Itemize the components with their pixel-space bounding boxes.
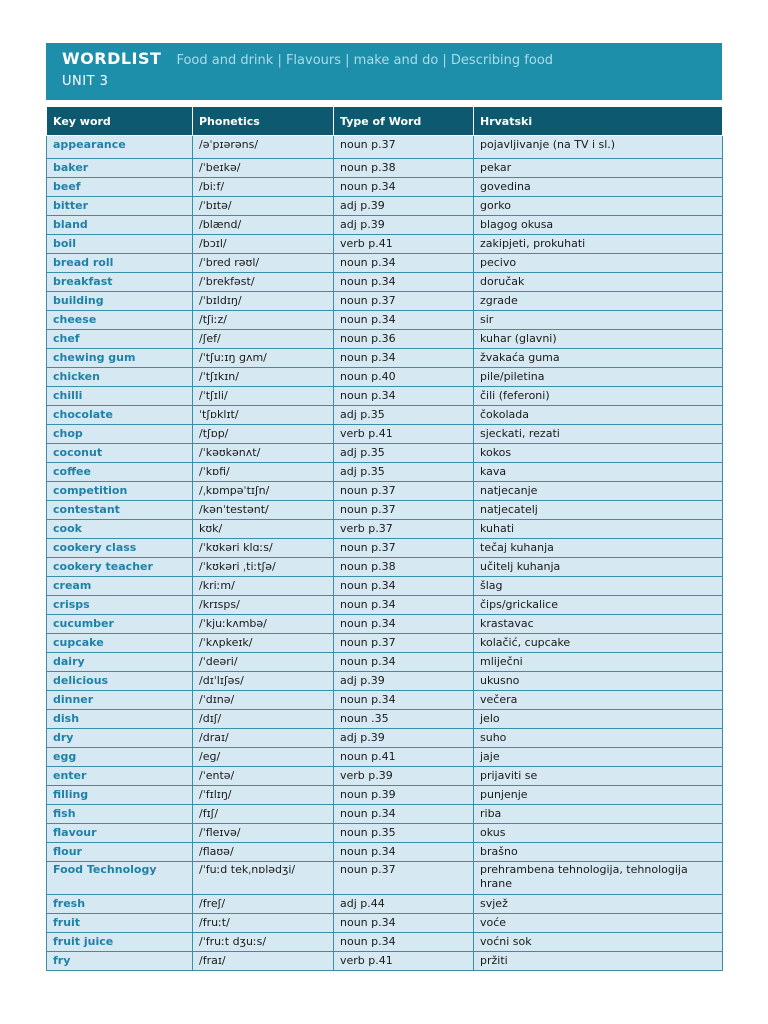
table-row	[47, 952, 723, 971]
key-word-cell: beef	[47, 178, 193, 197]
phonetics-cell: /eɡ/	[193, 748, 334, 767]
table-row	[47, 387, 723, 406]
translation-cell: zakipjeti, prokuhati	[474, 235, 723, 254]
key-word-cell: bitter	[47, 197, 193, 216]
key-word-cell: cookery teacher	[47, 558, 193, 577]
phonetics-cell: /ˈfɪlɪŋ/	[193, 786, 334, 805]
type-of-word-cell: noun p.34	[334, 178, 474, 197]
key-word-cell: bland	[47, 216, 193, 235]
key-word-cell: fruit	[47, 914, 193, 933]
translation-cell: jaje	[474, 748, 723, 767]
translation-cell: kuhati	[474, 520, 723, 539]
key-word-cell: flavour	[47, 824, 193, 843]
translation-cell: natjecatelj	[474, 501, 723, 520]
table-row	[47, 710, 723, 729]
phonetics-cell: /ˈtʃɪli/	[193, 387, 334, 406]
type-of-word-cell: noun p.38	[334, 558, 474, 577]
translation-cell: pekar	[474, 159, 723, 178]
key-word-cell: cupcake	[47, 634, 193, 653]
translation-cell: doručak	[474, 273, 723, 292]
key-word-cell: dry	[47, 729, 193, 748]
phonetics-cell: /dɪʃ/	[193, 710, 334, 729]
table-row	[47, 349, 723, 368]
translation-cell: večera	[474, 691, 723, 710]
table-row	[47, 767, 723, 786]
table-row	[47, 463, 723, 482]
key-word-cell: cheese	[47, 311, 193, 330]
key-word-cell: fry	[47, 952, 193, 971]
table-row	[47, 634, 723, 653]
table-row	[47, 178, 723, 197]
key-word-cell: fish	[47, 805, 193, 824]
type-of-word-cell: noun p.37	[334, 862, 474, 895]
type-of-word-cell: noun p.34	[334, 349, 474, 368]
phonetics-cell: kʊk/	[193, 520, 334, 539]
type-of-word-cell: noun p.34	[334, 933, 474, 952]
key-word-cell: egg	[47, 748, 193, 767]
translation-cell: natjecanje	[474, 482, 723, 501]
column-header-key-word: Key word	[47, 107, 193, 136]
table-row	[47, 197, 723, 216]
translation-cell: kava	[474, 463, 723, 482]
table-row	[47, 444, 723, 463]
phonetics-cell: /ˈkʌpkeɪk/	[193, 634, 334, 653]
phonetics-cell: /ˈbɪldɪŋ/	[193, 292, 334, 311]
phonetics-cell: /ˈfruːt dʒuːs/	[193, 933, 334, 952]
phonetics-cell: /ˈdeəri/	[193, 653, 334, 672]
key-word-cell: cookery class	[47, 539, 193, 558]
phonetics-cell: /flaʊə/	[193, 843, 334, 862]
key-word-cell: chicken	[47, 368, 193, 387]
key-word-cell: chef	[47, 330, 193, 349]
translation-cell: ukusno	[474, 672, 723, 691]
table-row	[47, 895, 723, 914]
key-word-cell: coconut	[47, 444, 193, 463]
key-word-cell: building	[47, 292, 193, 311]
key-word-cell: chewing gum	[47, 349, 193, 368]
translation-cell: kokos	[474, 444, 723, 463]
translation-cell: mliječni	[474, 653, 723, 672]
type-of-word-cell: noun p.37	[334, 539, 474, 558]
key-word-cell: cook	[47, 520, 193, 539]
type-of-word-cell: verb p.39	[334, 767, 474, 786]
type-of-word-cell: noun p.34	[334, 387, 474, 406]
key-word-cell: dinner	[47, 691, 193, 710]
translation-cell: pile/piletina	[474, 368, 723, 387]
key-word-cell: filling	[47, 786, 193, 805]
translation-cell: pecivo	[474, 254, 723, 273]
table-row	[47, 914, 723, 933]
table-row	[47, 406, 723, 425]
key-word-cell: baker	[47, 159, 193, 178]
type-of-word-cell: noun p.34	[334, 311, 474, 330]
key-word-cell: breakfast	[47, 273, 193, 292]
phonetics-cell: /ʃef/	[193, 330, 334, 349]
table-row	[47, 136, 723, 159]
type-of-word-cell: noun p.37	[334, 634, 474, 653]
type-of-word-cell: verb p.41	[334, 952, 474, 971]
translation-cell: sir	[474, 311, 723, 330]
type-of-word-cell: noun p.34	[334, 273, 474, 292]
translation-cell: riba	[474, 805, 723, 824]
table-row	[47, 311, 723, 330]
phonetics-cell: /ˈdɪnə/	[193, 691, 334, 710]
table-row	[47, 577, 723, 596]
table-row	[47, 235, 723, 254]
table-header-row	[47, 107, 723, 136]
key-word-cell: fruit juice	[47, 933, 193, 952]
type-of-word-cell: noun p.34	[334, 691, 474, 710]
table-body	[47, 136, 723, 971]
table-row	[47, 330, 723, 349]
phonetics-cell: /blænd/	[193, 216, 334, 235]
phonetics-cell: /dɪˈlɪʃəs/	[193, 672, 334, 691]
translation-cell: pojavljivanje (na TV i sl.)	[474, 136, 723, 159]
type-of-word-cell: noun p.37	[334, 136, 474, 159]
phonetics-cell: /ˈtʃuːɪŋ ɡʌm/	[193, 349, 334, 368]
key-word-cell: flour	[47, 843, 193, 862]
key-word-cell: crisps	[47, 596, 193, 615]
type-of-word-cell: noun p.41	[334, 748, 474, 767]
header-title-line	[62, 49, 722, 73]
table-row	[47, 292, 723, 311]
phonetics-cell: /ˈkʊkəri klɑːs/	[193, 539, 334, 558]
key-word-cell: dairy	[47, 653, 193, 672]
phonetics-cell: ˈtʃɒklɪt/	[193, 406, 334, 425]
phonetics-cell: /kriːm/	[193, 577, 334, 596]
key-word-cell: cream	[47, 577, 193, 596]
type-of-word-cell: noun p.34	[334, 805, 474, 824]
key-word-cell: delicious	[47, 672, 193, 691]
type-of-word-cell: noun p.35	[334, 824, 474, 843]
type-of-word-cell: noun p.37	[334, 501, 474, 520]
phonetics-cell: /fraɪ/	[193, 952, 334, 971]
type-of-word-cell: noun p.34	[334, 254, 474, 273]
translation-cell: okus	[474, 824, 723, 843]
key-word-cell: fresh	[47, 895, 193, 914]
type-of-word-cell: noun p.40	[334, 368, 474, 387]
phonetics-cell: /ˈfleɪvə/	[193, 824, 334, 843]
translation-cell: čips/grickalice	[474, 596, 723, 615]
column-header-phonetics: Phonetics	[193, 107, 334, 136]
type-of-word-cell: noun p.34	[334, 914, 474, 933]
phonetics-cell: /draɪ/	[193, 729, 334, 748]
type-of-word-cell: noun p.34	[334, 577, 474, 596]
table-row	[47, 672, 723, 691]
translation-cell: žvakaća guma	[474, 349, 723, 368]
table-row	[47, 273, 723, 292]
phonetics-cell: /ˈtʃɪkɪn/	[193, 368, 334, 387]
key-word-cell: chilli	[47, 387, 193, 406]
translation-cell: punjenje	[474, 786, 723, 805]
type-of-word-cell: noun p.34	[334, 843, 474, 862]
column-header-hrvatski: Hrvatski	[474, 107, 723, 136]
key-word-cell: Food Technology	[47, 862, 193, 895]
phonetics-cell: /ˈkəʊkənʌt/	[193, 444, 334, 463]
column-header-type-of-word: Type of Word	[334, 107, 474, 136]
translation-cell: tečaj kuhanja	[474, 539, 723, 558]
type-of-word-cell: adj p.35	[334, 406, 474, 425]
translation-cell: pržiti	[474, 952, 723, 971]
table-row	[47, 159, 723, 178]
table-row	[47, 254, 723, 273]
phonetics-cell: /bɔɪl/	[193, 235, 334, 254]
phonetics-cell: /ˈkɒfi/	[193, 463, 334, 482]
type-of-word-cell: noun .35	[334, 710, 474, 729]
phonetics-cell: /kənˈtestənt/	[193, 501, 334, 520]
key-word-cell: boil	[47, 235, 193, 254]
table-row	[47, 425, 723, 444]
phonetics-cell: /fruːt/	[193, 914, 334, 933]
key-word-cell: dish	[47, 710, 193, 729]
type-of-word-cell: adj p.35	[334, 444, 474, 463]
table-row	[47, 539, 723, 558]
translation-cell: voće	[474, 914, 723, 933]
phonetics-cell: /freʃ/	[193, 895, 334, 914]
type-of-word-cell: noun p.37	[334, 292, 474, 311]
table-row	[47, 615, 723, 634]
phonetics-cell: /tʃɒp/	[193, 425, 334, 444]
translation-cell: kuhar (glavni)	[474, 330, 723, 349]
type-of-word-cell: noun p.34	[334, 596, 474, 615]
translation-cell: govedina	[474, 178, 723, 197]
phonetics-cell: /ˈkjuːkʌmbə/	[193, 615, 334, 634]
translation-cell: brašno	[474, 843, 723, 862]
translation-cell: svjež	[474, 895, 723, 914]
key-word-cell: competition	[47, 482, 193, 501]
table-row	[47, 216, 723, 235]
translation-cell: zgrade	[474, 292, 723, 311]
wordlist-title: WORDLIST	[62, 49, 162, 68]
type-of-word-cell: adj p.39	[334, 197, 474, 216]
type-of-word-cell: noun p.39	[334, 786, 474, 805]
phonetics-cell: /biːf/	[193, 178, 334, 197]
table-row	[47, 843, 723, 862]
translation-cell: prehrambena tehnologija, tehnologija hrane	[474, 862, 723, 895]
type-of-word-cell: adj p.39	[334, 729, 474, 748]
type-of-word-cell: noun p.36	[334, 330, 474, 349]
table-row	[47, 933, 723, 952]
key-word-cell: cucumber	[47, 615, 193, 634]
translation-cell: prijaviti se	[474, 767, 723, 786]
translation-cell: čokolada	[474, 406, 723, 425]
type-of-word-cell: adj p.39	[334, 216, 474, 235]
type-of-word-cell: adj p.35	[334, 463, 474, 482]
translation-cell: blagog okusa	[474, 216, 723, 235]
translation-cell: suho	[474, 729, 723, 748]
table-row	[47, 520, 723, 539]
wordlist-header	[46, 43, 722, 100]
translation-cell: gorko	[474, 197, 723, 216]
phonetics-cell: /fɪʃ/	[193, 805, 334, 824]
type-of-word-cell: adj p.39	[334, 672, 474, 691]
key-word-cell: chop	[47, 425, 193, 444]
key-word-cell: coffee	[47, 463, 193, 482]
table-row	[47, 596, 723, 615]
type-of-word-cell: noun p.34	[334, 615, 474, 634]
type-of-word-cell: verb p.37	[334, 520, 474, 539]
phonetics-cell: /əˈpɪərəns/	[193, 136, 334, 159]
phonetics-cell: /krɪsps/	[193, 596, 334, 615]
translation-cell: učitelj kuhanja	[474, 558, 723, 577]
table-row	[47, 558, 723, 577]
type-of-word-cell: verb p.41	[334, 425, 474, 444]
translation-cell: čili (feferoni)	[474, 387, 723, 406]
type-of-word-cell: noun p.38	[334, 159, 474, 178]
table-row	[47, 824, 723, 843]
translation-cell: krastavac	[474, 615, 723, 634]
type-of-word-cell: verb p.41	[334, 235, 474, 254]
table-row	[47, 501, 723, 520]
unit-label: UNIT 3	[62, 74, 109, 89]
key-word-cell: contestant	[47, 501, 193, 520]
phonetics-cell: /ˈkʊkəri ˌtiːtʃə/	[193, 558, 334, 577]
wordlist-table	[46, 106, 723, 971]
phonetics-cell: /ˈbɪtə/	[193, 197, 334, 216]
translation-cell: šlag	[474, 577, 723, 596]
phonetics-cell: /ˈbrekfəst/	[193, 273, 334, 292]
table-row	[47, 786, 723, 805]
table-row	[47, 653, 723, 672]
table-row	[47, 805, 723, 824]
phonetics-cell: /ˌkɒmpəˈtɪʃn/	[193, 482, 334, 501]
table-row	[47, 482, 723, 501]
translation-cell: kolačić, cupcake	[474, 634, 723, 653]
key-word-cell: bread roll	[47, 254, 193, 273]
key-word-cell: appearance	[47, 136, 193, 159]
key-word-cell: chocolate	[47, 406, 193, 425]
unit-topics: Food and drink | Flavours | make and do | Describing food	[176, 53, 554, 68]
table-row	[47, 368, 723, 387]
table-row	[47, 748, 723, 767]
phonetics-cell: /ˈentə/	[193, 767, 334, 786]
translation-cell: voćni sok	[474, 933, 723, 952]
key-word-cell: enter	[47, 767, 193, 786]
phonetics-cell: /tʃiːz/	[193, 311, 334, 330]
type-of-word-cell: noun p.37	[334, 482, 474, 501]
translation-cell: sjeckati, rezati	[474, 425, 723, 444]
type-of-word-cell: noun p.34	[334, 653, 474, 672]
phonetics-cell: /ˈbred rəʊl/	[193, 254, 334, 273]
phonetics-cell: /ˈfuːd tekˌnɒlədʒi/	[193, 862, 334, 895]
phonetics-cell: /ˈbeɪkə/	[193, 159, 334, 178]
table-row	[47, 862, 723, 895]
translation-cell: jelo	[474, 710, 723, 729]
table-row	[47, 691, 723, 710]
table-row	[47, 729, 723, 748]
type-of-word-cell: adj p.44	[334, 895, 474, 914]
